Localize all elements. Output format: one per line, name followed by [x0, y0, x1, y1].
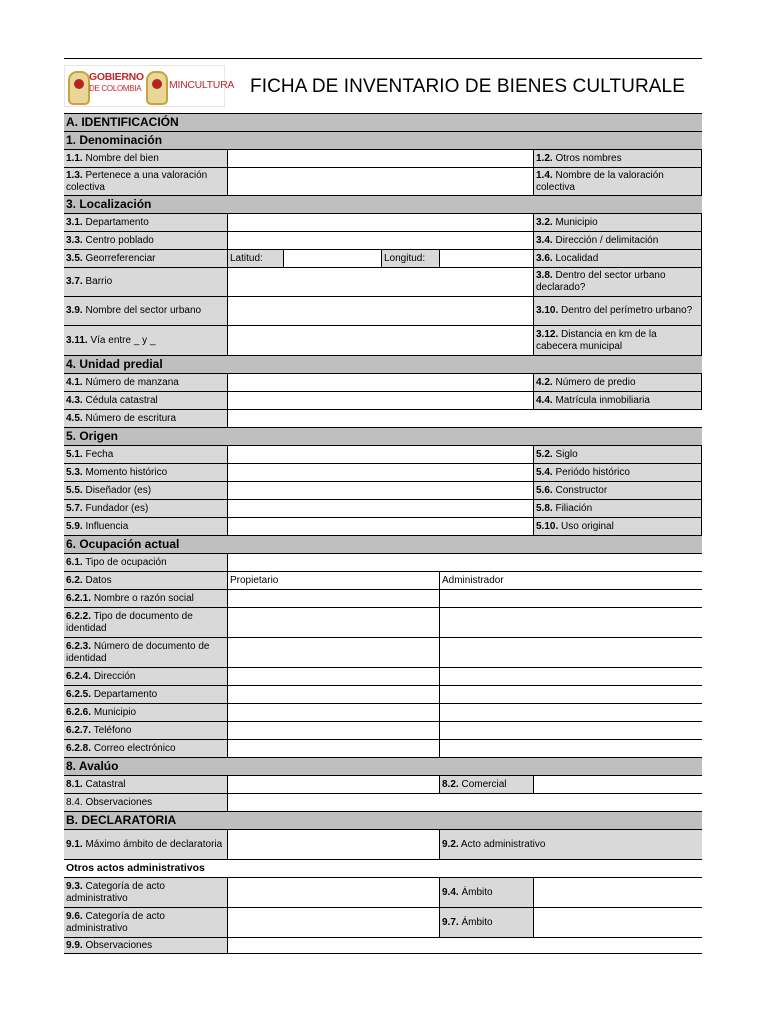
- field-label: 6.2.5. Departamento: [64, 686, 228, 703]
- field-label: 5.3. Momento histórico: [64, 464, 228, 481]
- field-label: 9.1. Máximo ámbito de declaratoria: [64, 830, 228, 859]
- form-row: [64, 297, 702, 326]
- field-label: 9.7. Ámbito: [440, 908, 534, 937]
- field-label: 3.12. Distancia en km de la cabecera municipal: [534, 326, 702, 355]
- field-label: 4.2. Número de predio: [534, 374, 702, 391]
- form-row: [64, 374, 702, 392]
- field-label: 6.1. Tipo de ocupación: [64, 554, 228, 571]
- longitud-label: Longitud:: [382, 250, 440, 267]
- propietario-telefono-input[interactable]: [228, 722, 440, 739]
- propietario-municipio-input[interactable]: [228, 704, 440, 721]
- gobierno-logo-text: GOBIERNO DE COLOMBIA: [89, 71, 144, 93]
- sector-urbano-input[interactable]: [228, 297, 534, 325]
- latitud-input[interactable]: [284, 250, 382, 267]
- observaciones-declaratoria-input[interactable]: [228, 938, 702, 953]
- form-row: [64, 250, 702, 268]
- field-label: 8.1. Catastral: [64, 776, 228, 793]
- field-label: 9.3. Categoría de acto administrativo: [64, 878, 228, 907]
- administrador-telefono-input[interactable]: [440, 722, 702, 739]
- categoria-acto-2-input[interactable]: [228, 908, 440, 937]
- propietario-numero-documento-input[interactable]: [228, 638, 440, 667]
- field-label: 5.10. Uso original: [534, 518, 702, 535]
- longitud-input[interactable]: [440, 250, 534, 267]
- field-label: 1.3. Pertenece a una valoración colectiva: [64, 168, 228, 195]
- field-label: 6.2.3. Número de documento de identidad: [64, 638, 228, 667]
- form-row: [64, 554, 702, 572]
- influencia-input[interactable]: [228, 518, 534, 535]
- ambito-input[interactable]: [534, 878, 702, 907]
- form-row: [64, 482, 702, 500]
- mincultura-logo-text: MINCULTURA: [169, 79, 235, 91]
- field-label: 3.6. Localidad: [534, 250, 702, 267]
- field-label: 4.1. Número de manzana: [64, 374, 228, 391]
- field-label: 6.2.4. Dirección: [64, 668, 228, 685]
- field-label: 3.10. Dentro del perímetro urbano?: [534, 297, 702, 325]
- avaluo-comercial-input[interactable]: [534, 776, 702, 793]
- form-row: [64, 908, 702, 938]
- propietario-correo-input[interactable]: [228, 740, 440, 757]
- colombia-coat-of-arms-icon: [68, 71, 90, 105]
- field-label: 5.2. Siglo: [534, 446, 702, 463]
- form-row: [64, 704, 702, 722]
- form-row: [64, 214, 702, 232]
- form-row: [64, 740, 702, 758]
- form-row: [64, 232, 702, 250]
- field-label: 8.2. Comercial: [440, 776, 534, 793]
- avaluo-catastral-input[interactable]: [228, 776, 440, 793]
- field-label: 5.8. Filiación: [534, 500, 702, 517]
- form-row: [64, 392, 702, 410]
- form-row: [64, 638, 702, 668]
- administrador-numero-documento-input[interactable]: [440, 638, 702, 667]
- field-label: 5.7. Fundador (es): [64, 500, 228, 517]
- departamento-input[interactable]: [228, 214, 534, 231]
- form-row: [64, 446, 702, 464]
- field-label: 6.2.6. Municipio: [64, 704, 228, 721]
- form-row: [64, 686, 702, 704]
- fundador-input[interactable]: [228, 500, 534, 517]
- field-label: 5.4. Periódo histórico: [534, 464, 702, 481]
- numero-manzana-input[interactable]: [228, 374, 534, 391]
- section-header-declaratoria: B. DECLARATORIA: [64, 812, 702, 830]
- field-label: 1.2. Otros nombres: [534, 150, 702, 167]
- valoracion-colectiva-input[interactable]: [228, 168, 534, 195]
- observaciones-avaluo-input[interactable]: [228, 794, 702, 811]
- section-header-origen: 5. Origen: [64, 428, 702, 446]
- field-label: 3.3. Centro poblado: [64, 232, 228, 249]
- field-label: 9.6. Categoría de acto administrativo: [64, 908, 228, 937]
- field-label: 9.2. Acto administrativo: [440, 830, 702, 859]
- form-row: [64, 268, 702, 297]
- administrador-nombre-input[interactable]: [440, 590, 702, 607]
- administrador-correo-input[interactable]: [440, 740, 702, 757]
- field-label: 3.9. Nombre del sector urbano: [64, 297, 228, 325]
- section-header-avaluo: 8. Avalúo: [64, 758, 702, 776]
- field-label: 4.4. Matrícula inmobiliaria: [534, 392, 702, 409]
- fecha-input[interactable]: [228, 446, 534, 463]
- field-label: 6.2.7. Teléfono: [64, 722, 228, 739]
- mincultura-seal-icon: [146, 71, 168, 105]
- form-row: [64, 572, 702, 590]
- form-row: [64, 500, 702, 518]
- header-logos: [64, 65, 235, 107]
- field-label: 8.4. Observaciones: [64, 794, 228, 811]
- numero-escritura-input[interactable]: [228, 410, 702, 427]
- form-row: [64, 938, 702, 954]
- form-row: [64, 518, 702, 536]
- section-header-unidad-predial: 4. Unidad predial: [64, 356, 702, 374]
- centro-poblado-input[interactable]: [228, 232, 534, 249]
- field-label: 9.9. Observaciones: [64, 938, 228, 953]
- field-label: 6.2.1. Nombre o razón social: [64, 590, 228, 607]
- administrador-municipio-input[interactable]: [440, 704, 702, 721]
- field-label: 4.3. Cédula catastral: [64, 392, 228, 409]
- section-header-ocupacion-actual: 6. Ocupación actual: [64, 536, 702, 554]
- form-row: [64, 590, 702, 608]
- administrador-tipo-documento-input[interactable]: [440, 608, 702, 637]
- barrio-input[interactable]: [228, 268, 534, 296]
- field-label: 6.2.8. Correo electrónico: [64, 740, 228, 757]
- subsection-otros-actos-administrativos: Otros actos administrativos: [64, 860, 702, 878]
- form-row: [64, 878, 702, 908]
- cedula-catastral-input[interactable]: [228, 392, 534, 409]
- inventory-form-sheet: [64, 58, 702, 954]
- section-header-denominacion: 1. Denominación: [64, 132, 702, 150]
- form-row: [64, 326, 702, 356]
- propietario-tipo-documento-input[interactable]: [228, 608, 440, 637]
- administrador-column-header: Administrador: [440, 572, 702, 589]
- section-header-localizacion: 3. Localización: [64, 196, 702, 214]
- field-label: 9.4. Ámbito: [440, 878, 534, 907]
- field-label: 1.4. Nombre de la valoración colectiva: [534, 168, 702, 195]
- propietario-nombre-input[interactable]: [228, 590, 440, 607]
- propietario-column-header: Propietario: [228, 572, 440, 589]
- disenador-input[interactable]: [228, 482, 534, 499]
- maximo-ambito-input[interactable]: [228, 830, 440, 859]
- field-label: 3.7. Barrio: [64, 268, 228, 296]
- field-label: 3.1. Departamento: [64, 214, 228, 231]
- categoria-acto-input[interactable]: [228, 878, 440, 907]
- form-row: [64, 608, 702, 638]
- field-label: 4.5. Número de escritura: [64, 410, 228, 427]
- via-entre-input[interactable]: [228, 326, 534, 355]
- field-label: 6.2.2. Tipo de documento de identidad: [64, 608, 228, 637]
- latitud-label: Latitud:: [228, 250, 284, 267]
- field-label: 3.2. Municipio: [534, 214, 702, 231]
- field-label: 3.8. Dentro del sector urbano declarado?: [534, 268, 702, 296]
- field-label: 3.4. Dirección / delimitación: [534, 232, 702, 249]
- form-row: [64, 776, 702, 794]
- form-row: [64, 410, 702, 428]
- field-label: 3.11. Vía entre _ y _: [64, 326, 228, 355]
- field-label: 5.6. Constructor: [534, 482, 702, 499]
- field-label: 3.5. Georreferenciar: [64, 250, 228, 267]
- momento-historico-input[interactable]: [228, 464, 534, 481]
- propietario-departamento-input[interactable]: [228, 686, 440, 703]
- field-label: 5.9. Influencia: [64, 518, 228, 535]
- form-title: FICHA DE INVENTARIO DE BIENES CULTURALE: [250, 76, 685, 97]
- form-row: [64, 794, 702, 812]
- form-header: [64, 58, 702, 113]
- administrador-direccion-input[interactable]: [440, 668, 702, 685]
- tipo-ocupacion-input[interactable]: [228, 554, 702, 571]
- form-row: [64, 722, 702, 740]
- section-header-identificacion: A. IDENTIFICACIÓN: [64, 113, 702, 132]
- administrador-departamento-input[interactable]: [440, 686, 702, 703]
- form-row: [64, 830, 702, 860]
- ambito-2-input[interactable]: [534, 908, 702, 937]
- form-row: [64, 464, 702, 482]
- field-label: 5.5. Diseñador (es): [64, 482, 228, 499]
- form-row: [64, 168, 702, 196]
- form-row: [64, 668, 702, 686]
- field-label: 1.1. Nombre del bien: [64, 150, 228, 167]
- field-label: 6.2. Datos: [64, 572, 228, 589]
- field-label: 5.1. Fecha: [64, 446, 228, 463]
- form-row: [64, 150, 702, 168]
- nombre-del-bien-input[interactable]: [228, 150, 534, 167]
- propietario-direccion-input[interactable]: [228, 668, 440, 685]
